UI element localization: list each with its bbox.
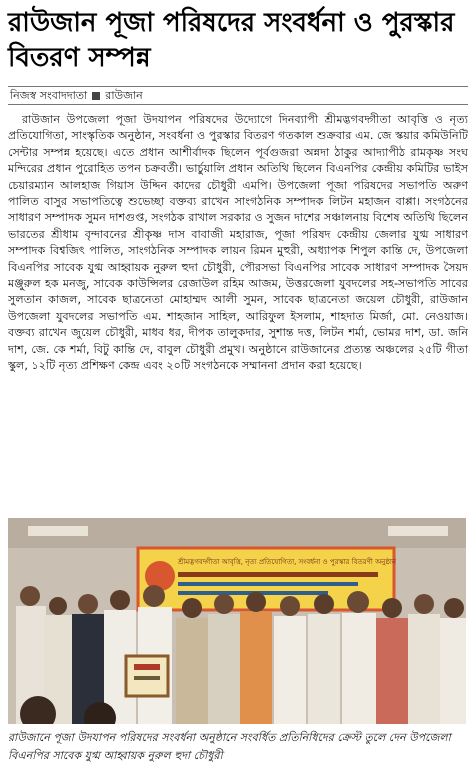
banner-text: শ্রীমদ্ভগবদ্গীতা আবৃত্তি, নৃত্য প্রতিযোগিতা, সংবর্ধনা ও পুরস্কার বিতরণী অনুষ্ঠান [178,558,397,566]
banner-text-line [178,572,378,577]
photo-caption: রাউজানে পূজা উদযাপন পরিষদের সংবর্ধনা অনুষ্ঠানে সংবর্ধিত প্রতিনিধিদের ক্রেস্ট তুলে দেন উপজেলা বিএনপির সাবেক যুগ্ম আহ্বায়ক নুরুল হুদা চৌধুরী [8,731,451,762]
event-photo-illustration [8,518,466,724]
byline-bottom-rule [8,104,468,105]
byline-location: রাউজান [105,89,143,102]
ceiling-light [28,526,88,536]
square-bullet-icon [92,92,100,100]
byline-reporter: নিজস্ব সংবাদদাতা [10,89,88,102]
article-body: রাউজান উপজেলা পূজা উদযাপন পরিষদের উদ্যোগে দিনব্যাপী শ্রীমদ্ভগবদ্গীতা আবৃত্তি ও নৃত্য প্রতিযোগিতা, সাংস্কৃতিক অনুষ্ঠান, সংবর্ধনা ও পুরস্কার বিতরণ গতকাল শুক্রবার এম. জে স্কয়ার কমিউনিটি সেন্টার সম্পন্ন হয়েছে। এতে প্রধান আশীর্বাদক ছিলেন পূর্বগুজরা অন্নদা ঠাকুর আদ্যাপীঠ রামকৃষ্ণ সংঘ মন্দিরের প্রধান পুরোহিত তপন চক্রবর্তী। ভার্চুয়ালি প্রধান অতিথি ছিলেন বিএনপির কেন্দ্রীয় কমিটির ভাইস চেয়ারম্যান আলহাজ গিয়াস উদ্দিন কাদের চৌধুরী এমপি। উপজেলা পূজা পরিষদের সভাপতি অরুণ পালিত বাসুর সভাপতিত্বে শুভেচ্ছা বক্তব্য রাখেন সাংগঠনিক সম্পাদক লিটন মহাজন বাপ্পা। সংগঠনের সাধারণ সম্পাদক সুমন দাশগুপ্ত, সংগঠক রাখাল সরকার ও সুজন দাশের সঞ্চালনায় বিশেষ অতিথি ছিলেন ভারতের শ্রীধাম বৃন্দাবনের শ্রীকৃষ্ণ দাস বাবাজী মহারাজ, পূজা পরিষদ কেন্দ্রীয় জেলার যুগ্ম সাধারণ সম্পাদক বিশ্বজিৎ পালিত, সাংগঠনিক সম্পাদক লায়ন রিমন মুহুরী, অধ্যাপক শিপুল কান্তি দে, উপজেলা বিএনপির সাবেক যুগ্ম আহ্বায়ক নুরুল হুদা চৌধুরী, পৌরসভা বিএনপির সাবেক সাধারণ সম্পাদক সৈয়দ মঞ্জুরুল হক মনজু, সাবেক কাউন্সিলর রেজাউল রহিম আজম, উত্তরজেলা যুবদলের সহ-সভাপতি সাবের সুলতান কাজল, সাবেক ছাত্রনেতা মোহাম্মদ আলী সুমন, সাবেক ছাত্রনেতা জয়েল চৌধুরী, রাউজান উপজেলা যুবদলের সভাপতি এম. শাহজান সাহিল, আরিফুল ইসলাম, শাহদাত মির্জা, মো. নেওয়াজ। বক্তব্য রাখেন জুয়েল চৌধুরী, মাধব ধর, দীপক তালুকদার, সুশান্ত দত্ত, লিটন শর্মা, ভোমর দাশ, ডা. জনি দাশ, জে. কে শর্মা, বিটু কান্তি দে, বাবুল চৌধুরী প্রমুখ। অনুষ্ঠানে রাউজানের প্রত্যন্ত অঞ্চলের ২৫টি গীতা স্কুল, ১২টি নৃত্য প্রশিক্ষণ কেন্দ্র এবং ২০টি সংগঠনকে সম্মাননা প্রদান করা হয়েছে। [8,113,468,373]
byline [10,88,143,104]
ceiling-light [388,526,448,536]
headline: রাউজান পূজা পরিষদের সংবর্ধনা ও পুরস্কার বিতরণ সম্পন্ন [8,8,455,73]
byline-top-rule [8,86,468,87]
award-crest-detail [134,664,160,670]
banner-text-line [178,582,358,586]
award-crest-detail [134,676,160,680]
event-photo [8,518,466,724]
